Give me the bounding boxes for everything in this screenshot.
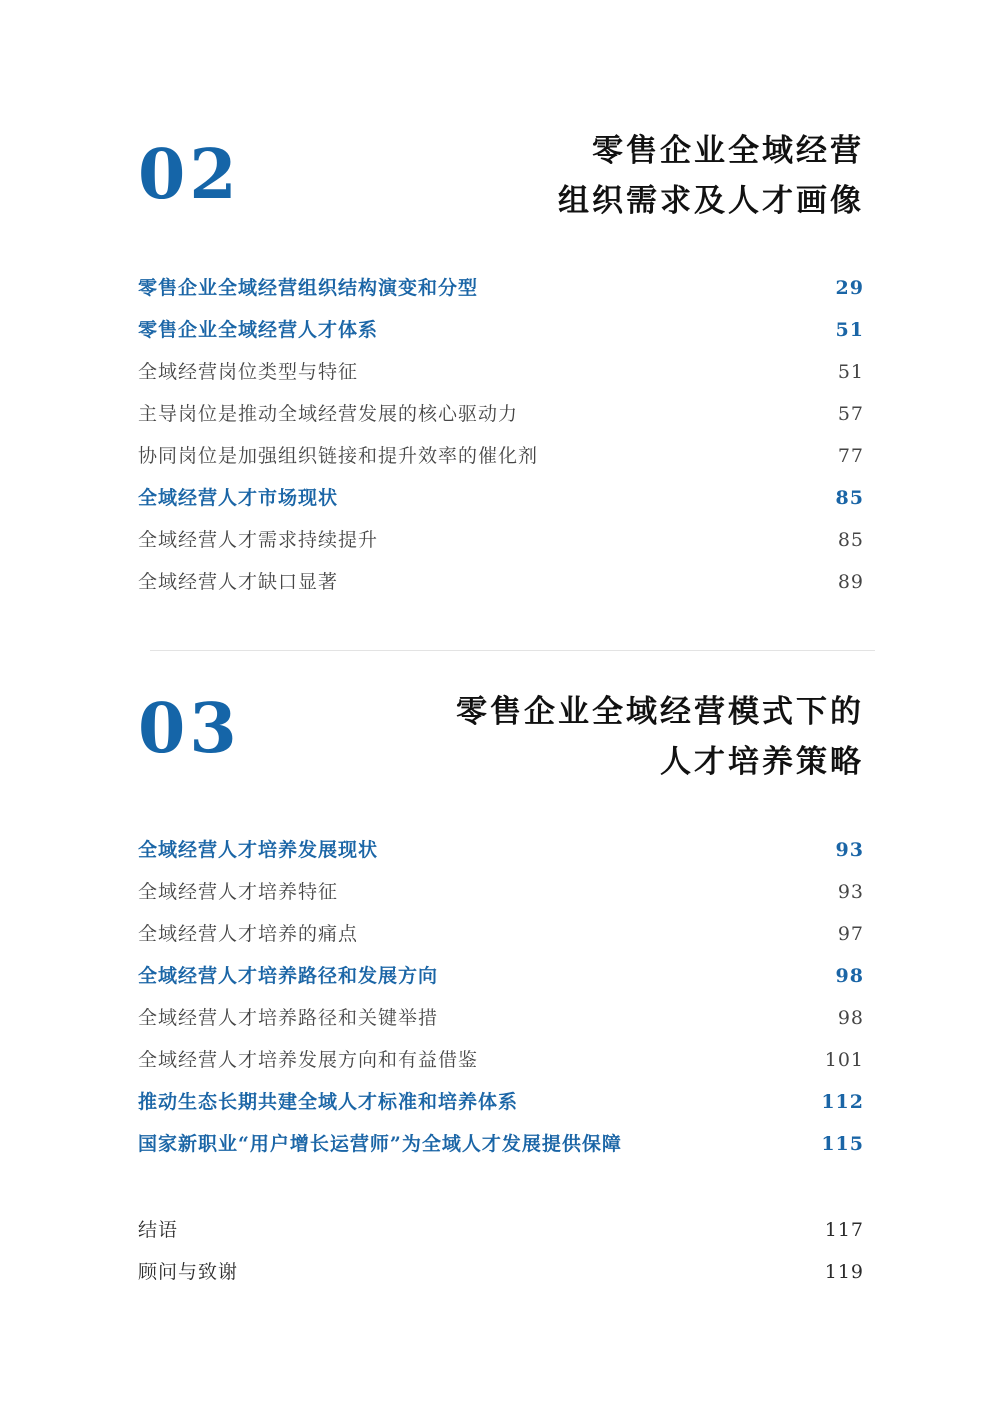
toc-entry-label: 国家新职业“用户增长运营师”为全域人才发展提供保障 <box>138 1133 622 1155</box>
toc-entry[interactable] <box>138 997 864 1039</box>
section-02-number: 02 <box>138 135 241 215</box>
section-03-title <box>456 687 864 787</box>
toc-entry-label: 全域经营岗位类型与特征 <box>138 361 359 383</box>
toc-entry[interactable] <box>138 351 864 393</box>
toc-entry-label: 协同岗位是加强组织链接和提升效率的催化剂 <box>138 445 539 467</box>
closing-toc <box>138 1209 864 1293</box>
toc-entry[interactable] <box>138 519 864 561</box>
toc-entry[interactable] <box>138 393 864 435</box>
toc-entry-page: 101 <box>824 1049 864 1071</box>
toc-entry-page: 51 <box>835 319 864 341</box>
toc-entry-label: 主导岗位是推动全域经营发展的核心驱动力 <box>138 403 519 425</box>
toc-entry-label: 零售企业全域经营人才体系 <box>138 319 379 341</box>
toc-entry-page: 112 <box>821 1091 864 1113</box>
toc-entry-label: 全域经营人才培养路径和关键举措 <box>138 1007 439 1029</box>
section-02-title-line1: 零售企业全域经营 <box>592 133 864 169</box>
toc-entry[interactable] <box>138 1123 864 1165</box>
toc-entry-page: 93 <box>837 881 864 903</box>
toc-entry-label: 全域经营人才培养路径和发展方向 <box>138 965 439 987</box>
toc-entry-page: 97 <box>837 923 864 945</box>
toc-entry-label: 全域经营人才市场现状 <box>138 487 339 509</box>
section-02-toc <box>138 267 864 603</box>
toc-entry-label: 全域经营人才培养发展现状 <box>138 839 379 861</box>
section-03-title-line2: 人才培养策略 <box>660 744 864 780</box>
toc-entry-page: 89 <box>837 571 864 593</box>
toc-entry-page: 77 <box>837 445 864 467</box>
toc-entry-label: 全域经营人才缺口显著 <box>138 571 339 593</box>
toc-entry-page: 98 <box>835 965 864 987</box>
toc-entry-label: 推动生态长期共建全域人才标准和培养体系 <box>138 1091 519 1113</box>
toc-entry-label: 全域经营人才培养特征 <box>138 881 339 903</box>
toc-entry-label: 结语 <box>138 1219 179 1241</box>
toc-entry[interactable] <box>138 1039 864 1081</box>
toc-entry-label: 顾问与致谢 <box>138 1261 239 1283</box>
toc-entry[interactable] <box>138 435 864 477</box>
toc-entry-page: 98 <box>837 1007 864 1029</box>
toc-entry[interactable] <box>138 955 864 997</box>
toc-entry[interactable] <box>138 829 864 871</box>
toc-entry[interactable] <box>138 1081 864 1123</box>
toc-entry-page: 51 <box>837 361 864 383</box>
section-03-title-line1: 零售企业全域经营模式下的 <box>456 694 864 730</box>
toc-entry[interactable] <box>138 871 864 913</box>
toc-entry[interactable] <box>138 913 864 955</box>
toc-entry-page: 85 <box>835 487 864 509</box>
toc-entry-label: 零售企业全域经营组织结构演变和分型 <box>138 277 479 299</box>
toc-entry-page: 93 <box>835 839 864 861</box>
toc-entry-conclusion[interactable] <box>138 1209 864 1251</box>
section-02-title <box>558 126 864 226</box>
section-02-header <box>138 130 864 230</box>
section-02-title-line2: 组织需求及人才画像 <box>558 183 864 219</box>
toc-entry-label: 全域经营人才需求持续提升 <box>138 529 379 551</box>
toc-entry-page: 115 <box>821 1133 864 1155</box>
toc-entry[interactable] <box>138 309 864 351</box>
toc-entry-page: 119 <box>824 1261 864 1283</box>
toc-entry-page: 29 <box>835 277 864 299</box>
section-divider <box>150 650 875 651</box>
toc-entry-page: 117 <box>824 1219 864 1241</box>
toc-entry[interactable] <box>138 267 864 309</box>
section-03-number: 03 <box>138 689 241 769</box>
toc-entry-page: 85 <box>837 529 864 551</box>
toc-entry[interactable] <box>138 477 864 519</box>
toc-entry[interactable] <box>138 561 864 603</box>
section-03-toc <box>138 829 864 1165</box>
section-03-header <box>138 686 864 786</box>
toc-entry-label: 全域经营人才培养发展方向和有益借鉴 <box>138 1049 479 1071</box>
toc-entry-acknowledgements[interactable] <box>138 1251 864 1293</box>
toc-entry-label: 全域经营人才培养的痛点 <box>138 923 359 945</box>
toc-entry-page: 57 <box>837 403 864 425</box>
